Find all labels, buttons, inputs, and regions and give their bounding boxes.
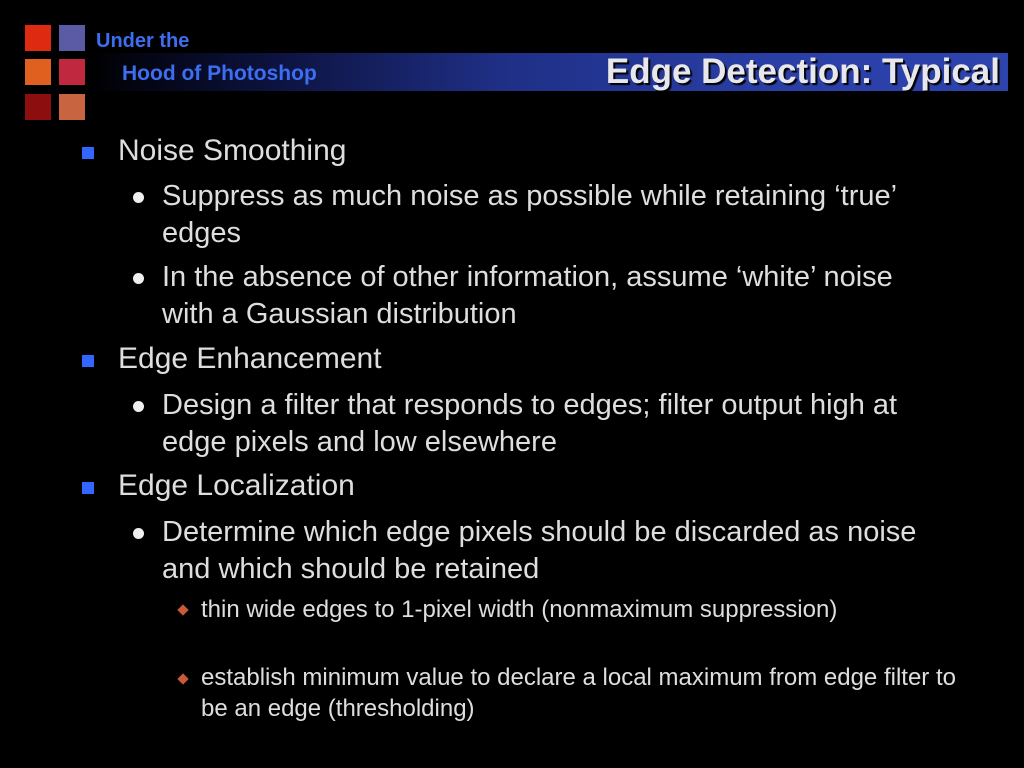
round-bullet-icon: [133, 528, 144, 539]
brand-line-1: Under the: [96, 30, 190, 52]
round-bullet-icon: [133, 192, 144, 203]
point-white-noise: In the absence of other information, assume ‘white’ noise with a Gaussian distribution: [162, 261, 893, 330]
diamond-bullet-icon: [177, 673, 188, 684]
diamond-bullet-icon: [177, 604, 188, 615]
round-bullet-icon: [133, 401, 144, 412]
brand-line-2: Hood of Photoshop: [122, 62, 317, 85]
slide-title: Edge Detection: Typical: [605, 52, 1000, 91]
point-design-filter: Design a filter that responds to edges; filter output high at edge pixels and low elsewhere: [162, 389, 898, 458]
subpoint-thresholding: establish minimum value to declare a local maximum from edge filter to be an edge (thresholding): [201, 664, 956, 722]
section-heading-noise-smoothing: Noise Smoothing: [118, 134, 347, 167]
square-bullet-icon: [82, 482, 94, 494]
square-bullet-icon: [82, 355, 94, 367]
round-bullet-icon: [133, 273, 144, 284]
section-heading-edge-enhancement: Edge Enhancement: [118, 342, 382, 375]
section-heading-edge-localization: Edge Localization: [118, 469, 355, 502]
square-bullet-icon: [82, 147, 94, 159]
point-suppress-noise: Suppress as much noise as possible while retaining ‘true’ edges: [162, 180, 896, 249]
subpoint-thin-edges: thin wide edges to 1-pixel width (nonmaximum suppression): [201, 596, 838, 623]
point-determine-pixels: Determine which edge pixels should be discarded as noise and which should be retained: [162, 516, 917, 585]
